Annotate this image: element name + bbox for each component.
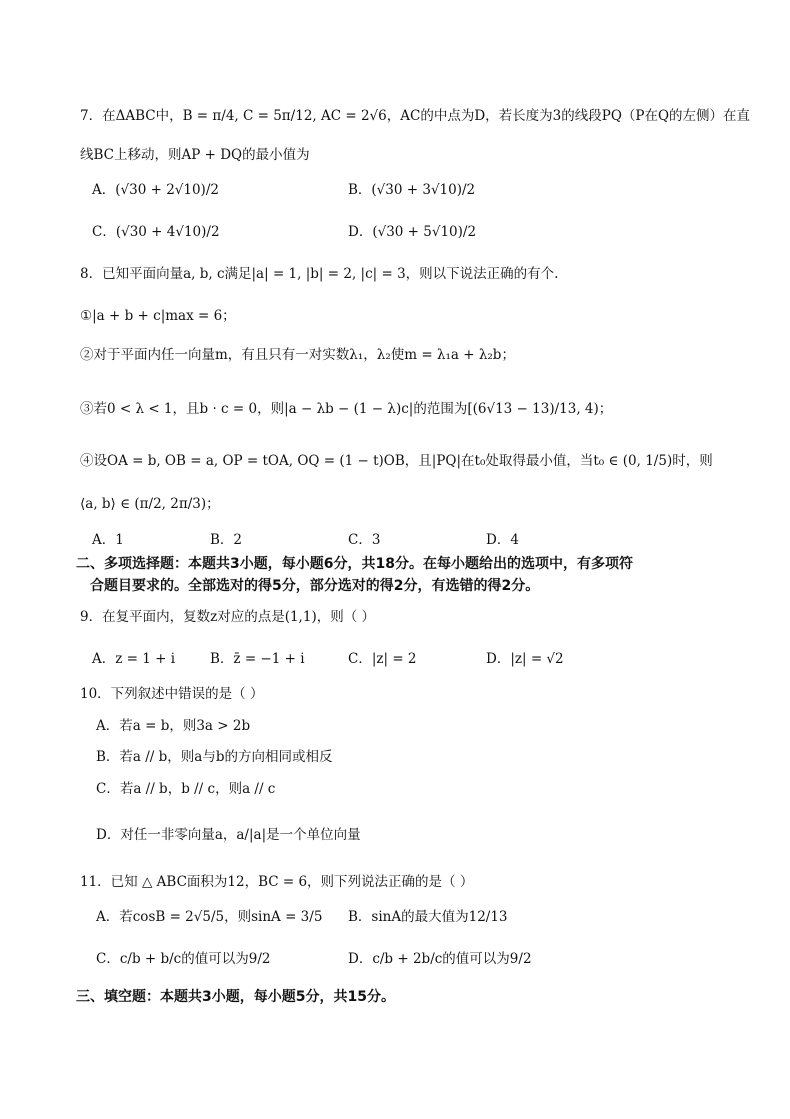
q9-option-d: D．|z| = √2: [486, 651, 564, 667]
q8-option-b: B．2: [210, 532, 243, 548]
q10-option-c: C．若a // b，b // c，则a // c: [96, 781, 276, 797]
q8-item-2: ②对于平面内任一向量m，有且只有一对实数λ₁，λ₂使m = λ₁a + λ₂b；: [80, 347, 515, 363]
q11-option-a: A．若cosB = 2√5/5，则sinA = 3/5: [96, 909, 323, 925]
section-2-heading-cont: 合题目要求的。全部选对的得5分，部分选对的得2分，有选错的得2分。: [90, 578, 540, 594]
q10-option-d: D．对任一非零向量a，a/|a|是一个单位向量: [96, 827, 361, 843]
q9-option-b: B．z̄ = −1 + i: [210, 651, 305, 667]
q7-stem-line1: 7．在ΔABC中，B = π/4, C = 5π/12, AC = 2√6，AC的中点为D，若长度为3的线段PQ（P在Q的左侧）在直: [80, 108, 751, 124]
q10-stem: 10．下列叙述中错误的是（ ）: [80, 686, 264, 702]
section-2-heading: 二、多项选择题：本题共3小题，每小题6分，共18分。在每小题给出的选项中，有多项符: [76, 556, 633, 572]
q8-item-3: ③若0 < λ < 1，且b · c = 0，则|a − λb − (1 − λ)c|的范围为[(6√13 − 13)/13, 4)；: [80, 401, 613, 417]
q8-stem: 8．已知平面向量a, b, c满足|a| = 1, |b| = 2, |c| = 3，则以下说法正确的有个.: [80, 266, 559, 282]
q7-option-a: A．(√30 + 2√10)/2: [92, 182, 219, 198]
q8-option-d: D．4: [486, 532, 519, 548]
q9-option-c: C．|z| = 2: [348, 651, 417, 667]
q7-option-b: B．(√30 + 3√10)/2: [348, 182, 476, 198]
q7-stem-line2: 线BC上移动，则AP + DQ的最小值为: [80, 147, 310, 163]
q11-option-b: B．sinA的最大值为12/13: [348, 909, 508, 925]
q10-option-b: B．若a // b，则a与b的方向相同或相反: [96, 749, 333, 765]
q8-option-c: C．3: [348, 532, 381, 548]
q9-stem: 9．在复平面内，复数z对应的点是(1,1)，则（ ）: [80, 609, 375, 625]
q11-option-c: C．c/b + b/c的值可以为9/2: [96, 951, 271, 967]
q8-item-1: ①|a + b + c|max = 6；: [80, 308, 236, 324]
q7-option-c: C．(√30 + 4√10)/2: [92, 224, 220, 240]
q11-option-d: D．c/b + 2b/c的值可以为9/2: [348, 951, 532, 967]
section-3-heading: 三、填空题：本题共3小题，每小题5分，共15分。: [76, 989, 395, 1005]
q9-option-a: A．z = 1 + i: [92, 651, 176, 667]
q7-option-d: D．(√30 + 5√10)/2: [348, 224, 477, 240]
q8-item-4-line1: ④设OA = b, OB = a, OP = tOA, OQ = (1 − t)OB，且|PQ|在t₀处取得最小值，当t₀ ∈ (0, 1/5)时，则: [80, 453, 713, 469]
q11-stem: 11．已知 △ ABC面积为12，BC = 6，则下列说法正确的是（ ）: [80, 874, 474, 890]
q8-item-4-line2: ⟨a, b⟩ ∈ (π/2, 2π/3)；: [80, 496, 220, 512]
q10-option-a: A．若a = b，则3a > 2b: [96, 718, 251, 734]
q8-option-a: A．1: [92, 532, 124, 548]
